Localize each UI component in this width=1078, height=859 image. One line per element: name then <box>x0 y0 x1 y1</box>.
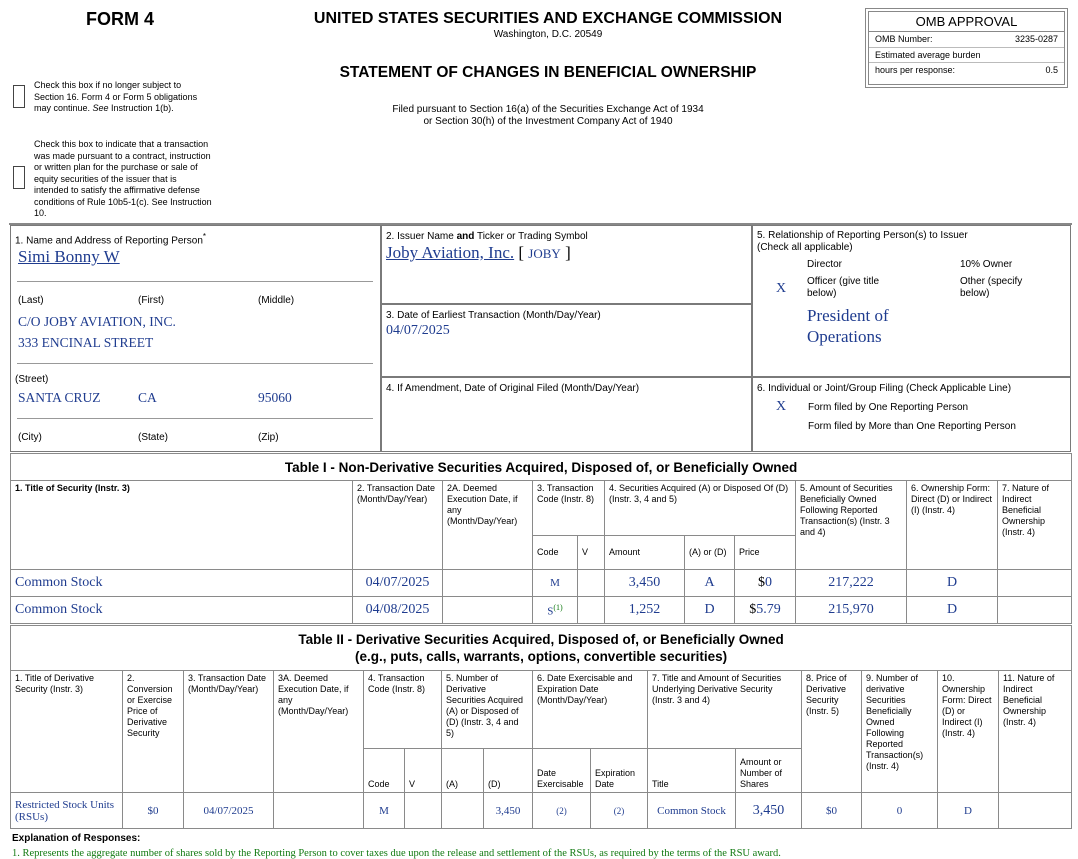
omb-title: OMB APPROVAL <box>869 12 1064 32</box>
address-line1: C/O JOBY AVIATION, INC. <box>18 314 176 329</box>
table-2-title: Table II - Derivative Securities Acquired, Disposed of, or Beneficially Owned (e.g., puts, calls, warrants, options, convertible securities) <box>11 626 1072 671</box>
issuer-box: 2. Issuer Name and Ticker or Trading Symbol Joby Aviation, Inc. [ JOBY ] <box>381 225 752 304</box>
table-1-title: Table I - Non-Derivative Securities Acquired, Disposed of, or Beneficially Owned <box>11 454 1072 481</box>
rule10b5-text: Check this box to indicate that a transaction was made pursuant to a contract, instruction or written plan for the purchase or sale of equity securities of the issuer that is intended to satisfy the affirmative defense conditions of Rule 10b5-1(c). See Instruction 10. <box>34 139 212 218</box>
omb-burden-row: Estimated average burden <box>869 48 1064 64</box>
omb-hours-row: hours per response: 0.5 <box>875 65 1058 75</box>
reporting-person-box: 1. Name and Address of Reporting Person* Simi Bonny W (Last) (First) (Middle) C/O JOBY AVIATION, INC. 333 ENCINAL STREET (Street) SANTA CRUZ CA 95060 (City) (State) (Zip) <box>10 225 381 452</box>
agency-title: UNITED STATES SECURITIES AND EXCHANGE COMMISSION <box>313 10 783 27</box>
omb-number-row: OMB Number: 3235-0287 <box>869 32 1064 48</box>
filing-box: 6. Individual or Joint/Group Filing (Check Applicable Line) X Form filed by One Reporting Person Form filed by More than One Reporting Person <box>752 377 1071 452</box>
table-row: Common Stock 04/07/2025 M 3,450 A $0 217,222 D <box>11 570 1072 597</box>
city-value: SANTA CRUZ <box>18 390 101 405</box>
issuer-link[interactable]: Joby Aviation, Inc. <box>386 243 515 262</box>
zip-value: 95060 <box>258 390 292 405</box>
footnote-2-ref[interactable]: (2) <box>533 793 591 829</box>
earliest-date: 04/07/2025 <box>386 323 450 338</box>
footnote-2-ref[interactable]: (2) <box>591 793 648 829</box>
ticker-symbol: JOBY <box>528 246 561 261</box>
section16-checkbox[interactable] <box>13 85 25 108</box>
filing-mark: X <box>776 399 787 414</box>
relationship-box: 5. Relationship of Reporting Person(s) to Issuer (Check all applicable) Director 10% Owner X Officer (give title below) Other (specify below) President of Operations <box>752 225 1071 377</box>
amendment-box: 4. If Amendment, Date of Original Filed (Month/Day/Year) <box>381 377 752 452</box>
table-row: Restricted Stock Units (RSUs) $0 04/07/2025 M 3,450 (2) (2) Common Stock 3,450 $0 0 D <box>11 793 1072 829</box>
section16-text: Check this box if no longer subject to Section 16. Form 4 or Form 5 obligations may continue. See Instruction 1(b). <box>34 80 198 113</box>
filed-pursuant: Filed pursuant to Section 16(a) of the Securities Exchange Act of 1934 or Section 30(h) of the Investment Company Act of 1940 <box>392 104 704 127</box>
reporting-person-link[interactable]: Simi Bonny W <box>18 247 120 266</box>
agency-location: Washington, D.C. 20549 <box>493 29 603 40</box>
officer-title: President of Operations <box>807 306 889 346</box>
address-line2: 333 ENCINAL STREET <box>18 335 154 350</box>
table-row: Common Stock 04/08/2025 $S^{(1)}$ 1,252 D $5.79 215,970 D <box>11 597 1072 624</box>
table-1: Table I - Non-Derivative Securities Acquired, Disposed of, or Beneficially Owned 1. Title of Security (Instr. 3) 2. Transaction Date (Month/Day/Year) 2A. Deemed Execution Date, if any (Month/Day/Year) 3. Transaction Code (Instr. 8) 4. Securities Acquired (A) or Disposed Of (D) (Instr. 3, 4 and 5) 5. Amount of Securities Beneficially Owned Following Reported Transaction(s) (Instr. 3 and 4) 6. Ownership Form: Direct (D) or Indirect (I) (Instr. 4) 7. Nature of Indirect Beneficial Ownership (Instr. 4) Code V Amount (A) or (D) Price Common Stock 04/07/2025 M 3,450 A $0 217,222 D Common Stock 04/08/2025 $S^{(1)}$ 1,252 D $5.79 215,970 D <box>10 453 1072 624</box>
state-value: CA <box>138 390 157 405</box>
form-number: FORM 4 <box>86 9 155 29</box>
statement-title: STATEMENT OF CHANGES IN BENEFICIAL OWNERSHIP <box>339 64 757 81</box>
footnote-1: 1. Represents the aggregate number of shares sold by the Reporting Person to cover taxes due upon the release and settlement of the RSUs, as required by the terms of the RSU award. <box>12 848 781 859</box>
officer-mark: X <box>776 281 787 296</box>
rule10b5-checkbox[interactable] <box>13 166 25 189</box>
earliest-date-box: 3. Date of Earliest Transaction (Month/Day/Year) 04/07/2025 <box>381 304 752 377</box>
table-2: Table II - Derivative Securities Acquired, Disposed of, or Beneficially Owned (e.g., puts, calls, warrants, options, convertible securities) 1. Title of Derivative Security (Instr. 3) 2. Conversion or Exercise Price of Derivative Security 3. Transaction Date (Month/Day/Year) 3A. Deemed Execution Date, if any (Month/Day/Year) 4. Transaction Code (Instr. 8) 5. Number of Derivative Securities Acquired (A) or Disposed of (D) (Instr. 3, 4 and 5) 6. Date Exercisable and Expiration Date (Month/Day/Year) 7. Title and Amount of Securities Underlying Derivative Security (Instr. 3 and 4) 8. Price of Derivative Security (Instr. 5) 9. Number of derivative Securities Beneficially Owned Following Reported Transaction(s) (Instr. 4) 10. Ownership Form: Direct (D) or Indirect (I) (Instr. 4) 11. Nature of Indirect Beneficial Ownership (Instr. 4) Code V (A) (D) Date Exercisable Expiration Date Title Amount or Number of Shares Restricted Stock Units (RSUs) $0 04/07/2025 M 3,450 (2) (2) Common Stock 3,450 $0 0 D <box>10 625 1072 829</box>
omb-approval-box <box>865 8 1068 88</box>
explanation-label: Explanation of Responses: <box>12 833 141 844</box>
footnote-1-ref[interactable]: (1) <box>553 602 563 612</box>
